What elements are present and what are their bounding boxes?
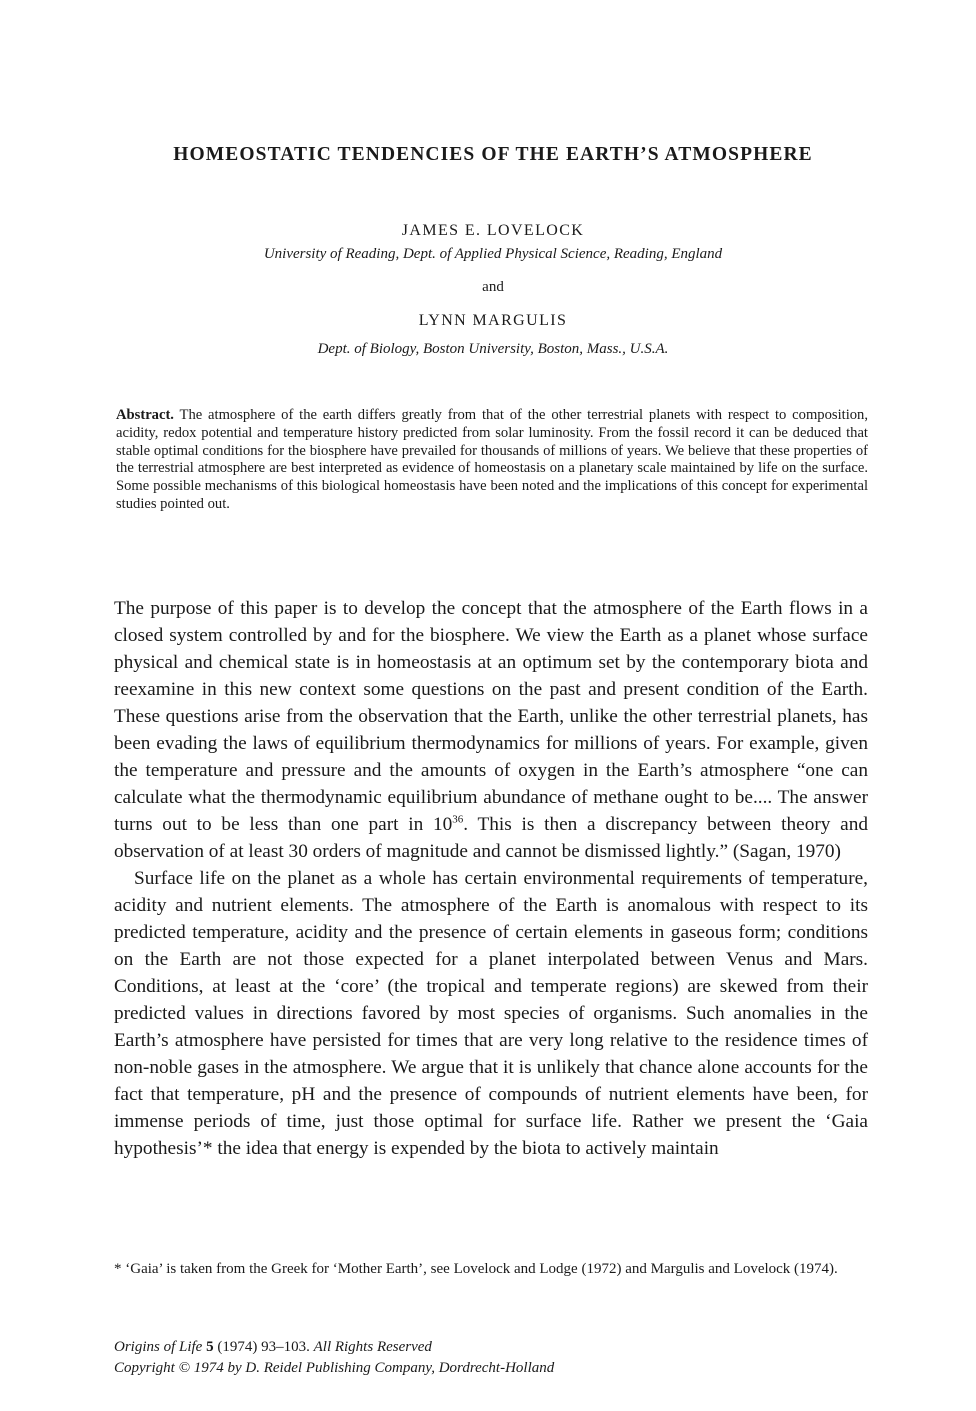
body-paragraph-1 — [114, 595, 868, 865]
author-2-affiliation: Dept. of Biology, Boston University, Boston, Mass., U.S.A. — [317, 341, 669, 357]
body-paragraph-2: Surface life on the planet as a whole has certain environmental requirements of temperature, acidity and nutrient elements. The atmosphere of the Earth is anomalous with respect to its predicted temperature, acidity and the presence of certain elements in gaseous form; conditions on the Earth are not those expected for a planet interpolated between Venus and Mars. Conditions, at least at the ‘core’ (the tropical and temperate regions) are skewed from their predicted values in directions favored by most species of organisms. Such anomalies in the Earth’s atmosphere have persisted for times that are very long relative to the residence times of non-noble gases in the atmosphere. We argue that it is unlikely that chance alone accounts for the fact that temperature, pH and the presence of compounds of nutrient elements have been, for immense periods of time, just those optimal for surface life. Rather we present the ‘Gaia hypothesis’* the idea that energy is expended by the biota to actively maintain — [114, 868, 868, 1159]
abstract-label: Abstract. — [116, 407, 174, 423]
copyright-line: Copyright © 1974 by D. Reidel Publishing Company, Dordrecht-Holland — [114, 1360, 555, 1376]
journal-volume: 5 — [202, 1339, 214, 1355]
author-1-name: JAMES E. LOVELOCK — [401, 222, 585, 239]
body-paragraph-1-text: The purpose of this paper is to develop the concept that the atmosphere of the Earth flows in a closed system controlled by and for the biosphere. We view the Earth as a planet whose surface physical and chemical state is in homeostasis at an optimum set by the contemporary biota and reexamine in this new context some questions on the past and present condition of the Earth. These questions arise from the observation that the Earth, unlike the other terrestrial planets, has been evading the laws of equilibrium thermodynamics for millions of years. For example, given the temperature and pressure and the amounts of oxygen in the Earth’s atmosphere “one can calculate what the thermodynamic equilibrium abundance of methane ought to be.... The answer turns out to be less than one part in 10 — [114, 598, 868, 835]
exponent: 36 — [452, 813, 464, 826]
footnote: * ‘Gaia’ is taken from the Greek for ‘Mother Earth’, see Lovelock and Lodge (1972) and Margulis and Lovelock (1974). — [114, 1261, 838, 1277]
abstract-text: The atmosphere of the earth differs greatly from that of the other terrestrial planets with respect to composition, acidity, redox potential and temperature history predicted from solar luminosity. From the fossil record it can be deduced that stable optimal conditions for the biosphere have prevailed for thousands of millions of years. We believe that these properties of the terrestrial atmosphere are best interpreted as evidence of homeostasis on a planetary scale maintained by life on the surface. Some possible mechanisms of this biological homeostasis have been noted and the implications of this concept for experimental studies pointed out. — [116, 407, 868, 512]
author-separator: and — [482, 279, 504, 295]
journal-pages: (1974) 93–103. — [213, 1339, 314, 1355]
journal-rights: All Rights Reserved — [313, 1339, 432, 1355]
abstract — [116, 407, 868, 514]
body-paragraph-1-text-end: . This is then a discrepancy between theory and observation of at least 30 orders of magnitude and cannot be dismissed lightly.” (Sagan, 1970) — [114, 814, 868, 862]
journal-name: Origins of Life — [114, 1339, 203, 1355]
body-text — [114, 595, 868, 1162]
author-2-name: LYNN MARGULIS — [418, 312, 568, 329]
paper-title: HOMEOSTATIC TENDENCIES OF THE EARTH’S ATMOSPHERE — [173, 144, 813, 165]
journal-citation — [114, 1339, 432, 1356]
author-1-affiliation: University of Reading, Dept. of Applied Physical Science, Reading, England — [263, 246, 723, 262]
